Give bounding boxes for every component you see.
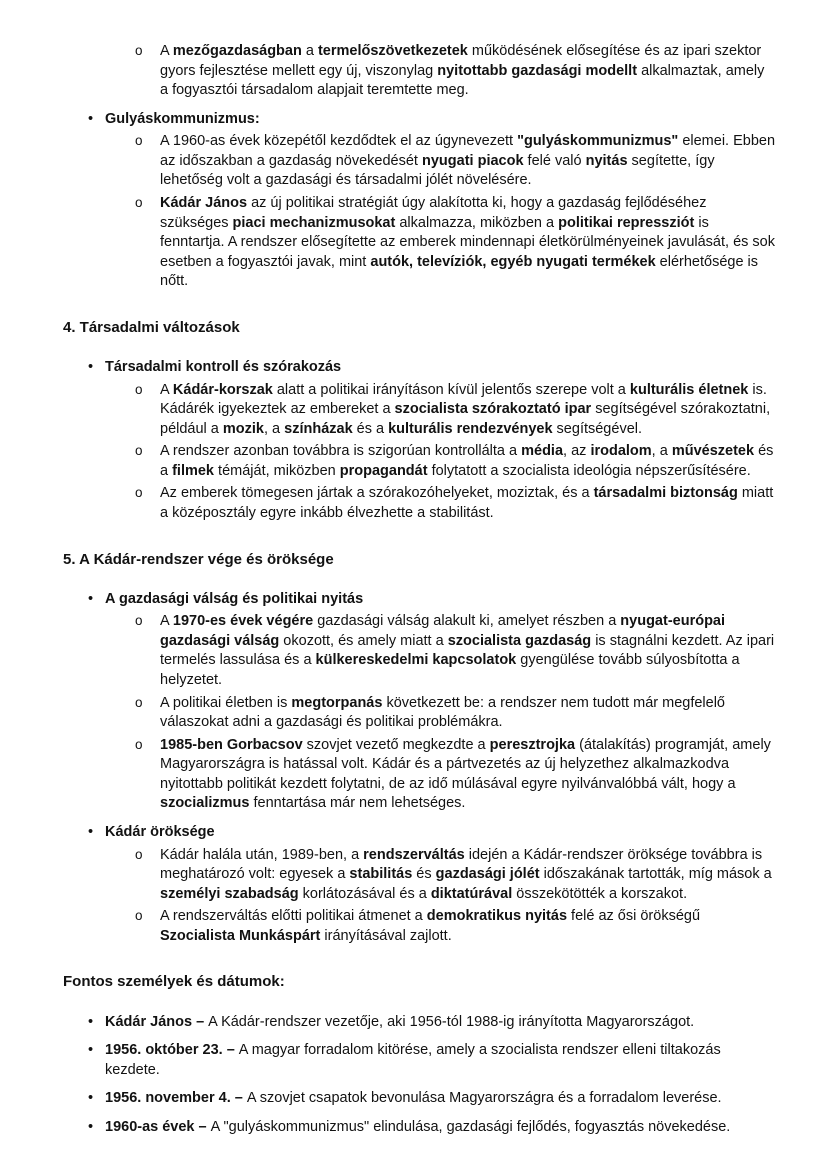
bullet-item: [63, 1013, 776, 1033]
bullet-marker: o: [135, 194, 143, 210]
text-segment-bold: 1956. november 4. –: [105, 1090, 247, 1107]
text-segment: A Kádár-rendszer vezetője, aki 1956-tól 1988-ig irányította Magyarországot.: [208, 1013, 695, 1030]
text-segment-bold: külkereskedelmi kapcsolatok: [315, 652, 517, 669]
text-segment: elemei. Ebben az időszakban a gazdaság növekedését: [160, 133, 776, 169]
text-segment-bold: társadalmi biztonság: [593, 485, 738, 502]
text-segment-bold: személyi szabadság: [160, 885, 299, 902]
text-segment: folytatott a szocialista ideológia népszerűsítésére.: [427, 462, 751, 479]
text-segment-bold: Kádár-korszak: [172, 381, 273, 398]
bullet-marker: o: [135, 613, 143, 629]
bullet-item: [63, 110, 776, 130]
text-segment-bold: politikai repressziót: [558, 214, 695, 231]
text-segment-bold: nyugat-európai gazdasági válság: [160, 613, 726, 649]
text-segment-bold: Kádár János –: [105, 1013, 209, 1030]
section-heading: 4. Társadalmi változások: [63, 318, 240, 336]
text-segment: A szovjet csapatok bevonulása Magyarországra és a forradalom leverése.: [246, 1090, 722, 1107]
bullet-marker: •: [88, 1013, 94, 1030]
text-segment-bold: A gazdasági válság és politikai nyitás: [105, 590, 364, 607]
bullet-item: [63, 590, 776, 610]
text-segment: felé való: [523, 152, 586, 169]
text-segment: A: [160, 381, 173, 398]
sub-bullet-item: [63, 194, 776, 292]
text-segment: A: [160, 43, 173, 59]
bullet-item: [63, 1118, 776, 1138]
text-segment-bold: művészetek: [671, 443, 755, 460]
item-text: [105, 590, 776, 610]
text-segment: okozott, és amely miatt a: [279, 632, 448, 649]
text-segment-bold: Gulyáskommunizmus:: [105, 110, 260, 127]
text-segment: és a: [352, 420, 389, 437]
text-segment: , a: [651, 443, 672, 460]
text-segment-bold: mozik: [222, 420, 264, 437]
bullet-marker: o: [135, 736, 143, 752]
text-segment: gazdasági válság alakult ki, amelyet részben a: [313, 613, 621, 630]
text-segment: A rendszer azonban továbbra is szigorúan kontrollálta a: [160, 443, 522, 460]
text-segment-bold: kulturális életnek: [629, 381, 749, 398]
text-segment-bold: "gulyáskommunizmus": [517, 133, 679, 150]
text-segment-bold: nyitás: [585, 152, 628, 169]
text-segment: a: [301, 43, 318, 59]
item-text: [105, 1013, 776, 1033]
bullet-marker: •: [88, 359, 94, 375]
item-text: [105, 1089, 776, 1109]
bullet-item: [63, 823, 776, 843]
text-segment-bold: 1985-ben Gorbacsov: [160, 736, 303, 753]
text-segment-bold: autók, televíziók, egyéb nyugati termékek: [370, 253, 656, 270]
text-segment-bold: szocialista szórakoztató ipar: [394, 401, 592, 418]
bullet-marker: o: [135, 381, 143, 397]
text-segment: összekötötték a korszakot.: [512, 885, 688, 902]
text-segment-bold: szocialista gazdaság: [447, 632, 592, 649]
bullet-marker: •: [88, 1090, 94, 1107]
text-segment-bold: média: [521, 443, 564, 460]
item-text: [160, 381, 776, 440]
text-segment: fenntartása már nem lehetséges.: [249, 795, 466, 812]
item-text: [160, 132, 776, 191]
text-segment: segítette, így lehetőség volt a gazdasági és társadalmi jólét növelésére.: [160, 152, 715, 189]
text-segment: irányításával zajlott.: [320, 927, 452, 944]
sub-bullet-item: [63, 907, 776, 946]
item-text: [160, 846, 776, 905]
text-segment-bold: színházak: [284, 420, 353, 437]
text-segment-bold: szocializmus: [160, 795, 250, 812]
item-text: [160, 907, 776, 946]
text-segment: Kádár halála után, 1989-ben, a: [160, 846, 364, 863]
bullet-item: [63, 1041, 776, 1080]
item-text: [160, 442, 776, 481]
section-heading: Fontos személyek és dátumok:: [63, 973, 285, 991]
text-segment: működésének elősegítése és az ipari szektor gyors fejlesztése mellett egy új, viszonylag: [160, 43, 762, 79]
text-segment: A politikai életben is: [160, 694, 292, 711]
text-segment: az új politikai stratégiát úgy alakította ki, hogy a gazdaság fejlődéséhez szükséges: [160, 194, 707, 231]
section-heading: 5. A Kádár-rendszer vége és öröksége: [63, 550, 334, 568]
text-segment: A rendszerváltás előtti politikai átmenet a: [160, 908, 427, 925]
bullet-marker: •: [88, 110, 94, 127]
sub-bullet-item: [63, 42, 776, 101]
text-segment-bold: demokratikus nyitás: [426, 908, 568, 925]
text-segment: és: [412, 866, 436, 883]
text-segment: is fenntartja. A rendszer elősegítette az emberek mindennapi életkörülményeinek javulását, és sok esetben a fogyasztói javak, mint: [160, 214, 775, 270]
text-segment-bold: nyitottabb gazdasági modellt: [437, 62, 638, 79]
sub-bullet-item: [63, 736, 776, 814]
text-segment-bold: filmek: [172, 462, 215, 479]
text-segment-bold: 1970-es évek végére: [172, 613, 314, 630]
text-segment-bold: Kádár János: [160, 194, 248, 211]
text-segment: A "gulyáskommunizmus" elindulása, gazdasági fejlődés, fogyasztás növekedése.: [210, 1118, 731, 1135]
bullet-marker: o: [135, 443, 143, 459]
text-segment: (átalakítás) programját, amely Magyarországra is hatással volt. Kádár és a pártvezetés az új helyzethez alkalmazkodva nyitottabb politikát kezdett folytatni, de az idő múlásával egyre nyilvánvalóbbá vált, hogy a: [160, 736, 771, 792]
text-segment-bold: propagandát: [339, 462, 428, 479]
item-text: [160, 694, 776, 733]
text-segment-bold: 1960-as évek –: [105, 1118, 211, 1135]
text-segment-bold: Kádár öröksége: [105, 823, 215, 840]
text-segment-bold: 1956. október 23. –: [105, 1042, 239, 1059]
bullet-marker: o: [135, 846, 143, 862]
bullet-marker: o: [135, 133, 143, 149]
bullet-marker: •: [88, 590, 94, 607]
text-segment-bold: nyugati piacok: [422, 152, 524, 169]
text-segment: gyengülése tovább súlyosbította a helyzetet.: [160, 652, 740, 688]
sub-bullet-item: [63, 846, 776, 905]
item-text: [160, 194, 776, 292]
text-segment-bold: stabilitás: [349, 866, 413, 883]
bullet-marker: o: [135, 43, 143, 58]
text-segment: és a: [160, 443, 774, 479]
text-segment: is stagnálni kezdett. Az ipari termelés lassulása és a: [160, 632, 775, 669]
item-text: [105, 1041, 776, 1080]
text-segment: idején a Kádár-rendszer öröksége továbbra is meghatározó volt: egyesek a: [160, 846, 763, 883]
text-segment: Az emberek tömegesen jártak a szórakozóhelyeket, moziztak, és a: [160, 485, 594, 502]
text-segment: felé az ősi örökségű: [567, 908, 701, 925]
text-segment: segítségével.: [552, 420, 643, 437]
sub-bullet-item: [63, 694, 776, 733]
text-segment: alkalmaztak, amely a fogyasztói társadalom alapjait teremtette meg.: [160, 62, 765, 99]
bullet-marker: •: [88, 823, 94, 840]
text-segment: következett be: a rendszer nem tudott már megfelelő válaszokat adni a gazdasági és politikai problémákra.: [160, 694, 725, 731]
text-segment: miatt a középosztály egyre inkább élvezhette a stabilitást.: [160, 485, 774, 521]
item-text: [160, 484, 776, 523]
item-text: [105, 1118, 776, 1138]
text-segment-bold: peresztrojka: [489, 736, 576, 753]
text-segment: korlátozásával és a: [298, 885, 431, 902]
sub-bullet-item: [63, 132, 776, 191]
text-segment-bold: irodalom: [590, 443, 652, 460]
bullet-marker: o: [135, 908, 143, 924]
item-text: [105, 358, 776, 378]
sub-bullet-item: [63, 484, 776, 523]
bullet-item: [63, 358, 776, 378]
text-segment-bold: rendszerváltás: [363, 846, 465, 863]
text-segment-bold: mezőgazdaságban: [172, 43, 302, 59]
text-segment-bold: gazdasági jólét: [435, 866, 540, 883]
item-text: [160, 736, 776, 814]
text-segment-bold: piaci mechanizmusokat: [232, 214, 396, 231]
text-segment-bold: kulturális rendezvények: [388, 420, 553, 437]
item-text: [105, 110, 776, 130]
sub-bullet-item: [63, 442, 776, 481]
text-segment: alatt a politikai irányításon kívül jelentős szerepe volt a: [272, 381, 630, 398]
bullet-marker: o: [135, 694, 143, 710]
text-segment: A 1960-as évek közepétől kezdődtek el az úgynevezett: [160, 133, 518, 150]
sub-bullet-item: [63, 381, 776, 440]
bullet-marker: •: [88, 1118, 94, 1135]
text-segment-bold: termelőszövetkezetek: [317, 43, 468, 59]
text-segment-bold: Társadalmi kontroll és szórakozás: [105, 359, 342, 375]
item-text: [160, 42, 776, 101]
text-segment-bold: megtorpanás: [291, 694, 383, 711]
text-segment: alkalmazza, miközben a: [395, 214, 559, 231]
text-segment-bold: diktatúrával: [430, 885, 513, 902]
sub-bullet-item: [63, 612, 776, 690]
bullet-marker: •: [88, 1042, 94, 1059]
text-segment: elérhetősége is nőtt.: [160, 253, 759, 290]
text-segment: időszakának tartották, míg mások a: [539, 866, 772, 883]
text-segment: , az: [563, 443, 591, 460]
text-segment: , a: [263, 420, 285, 437]
text-segment: is. Kádárék igyekeztek az embereket a: [160, 381, 767, 418]
item-text: [105, 823, 776, 843]
text-segment: A: [160, 613, 173, 630]
text-segment: témáját, miközben: [214, 462, 340, 479]
text-segment: segítségével szórakoztatni, például a: [160, 401, 771, 437]
text-segment: A magyar forradalom kitörése, amely a szocialista rendszer elleni tiltakozás kezdete.: [105, 1042, 721, 1078]
text-segment: szovjet vezető megkezdte a: [302, 736, 490, 753]
text-segment-bold: Szocialista Munkáspárt: [160, 927, 321, 944]
bullet-item: [63, 1089, 776, 1109]
item-text: [160, 612, 776, 690]
bullet-marker: o: [135, 485, 143, 501]
